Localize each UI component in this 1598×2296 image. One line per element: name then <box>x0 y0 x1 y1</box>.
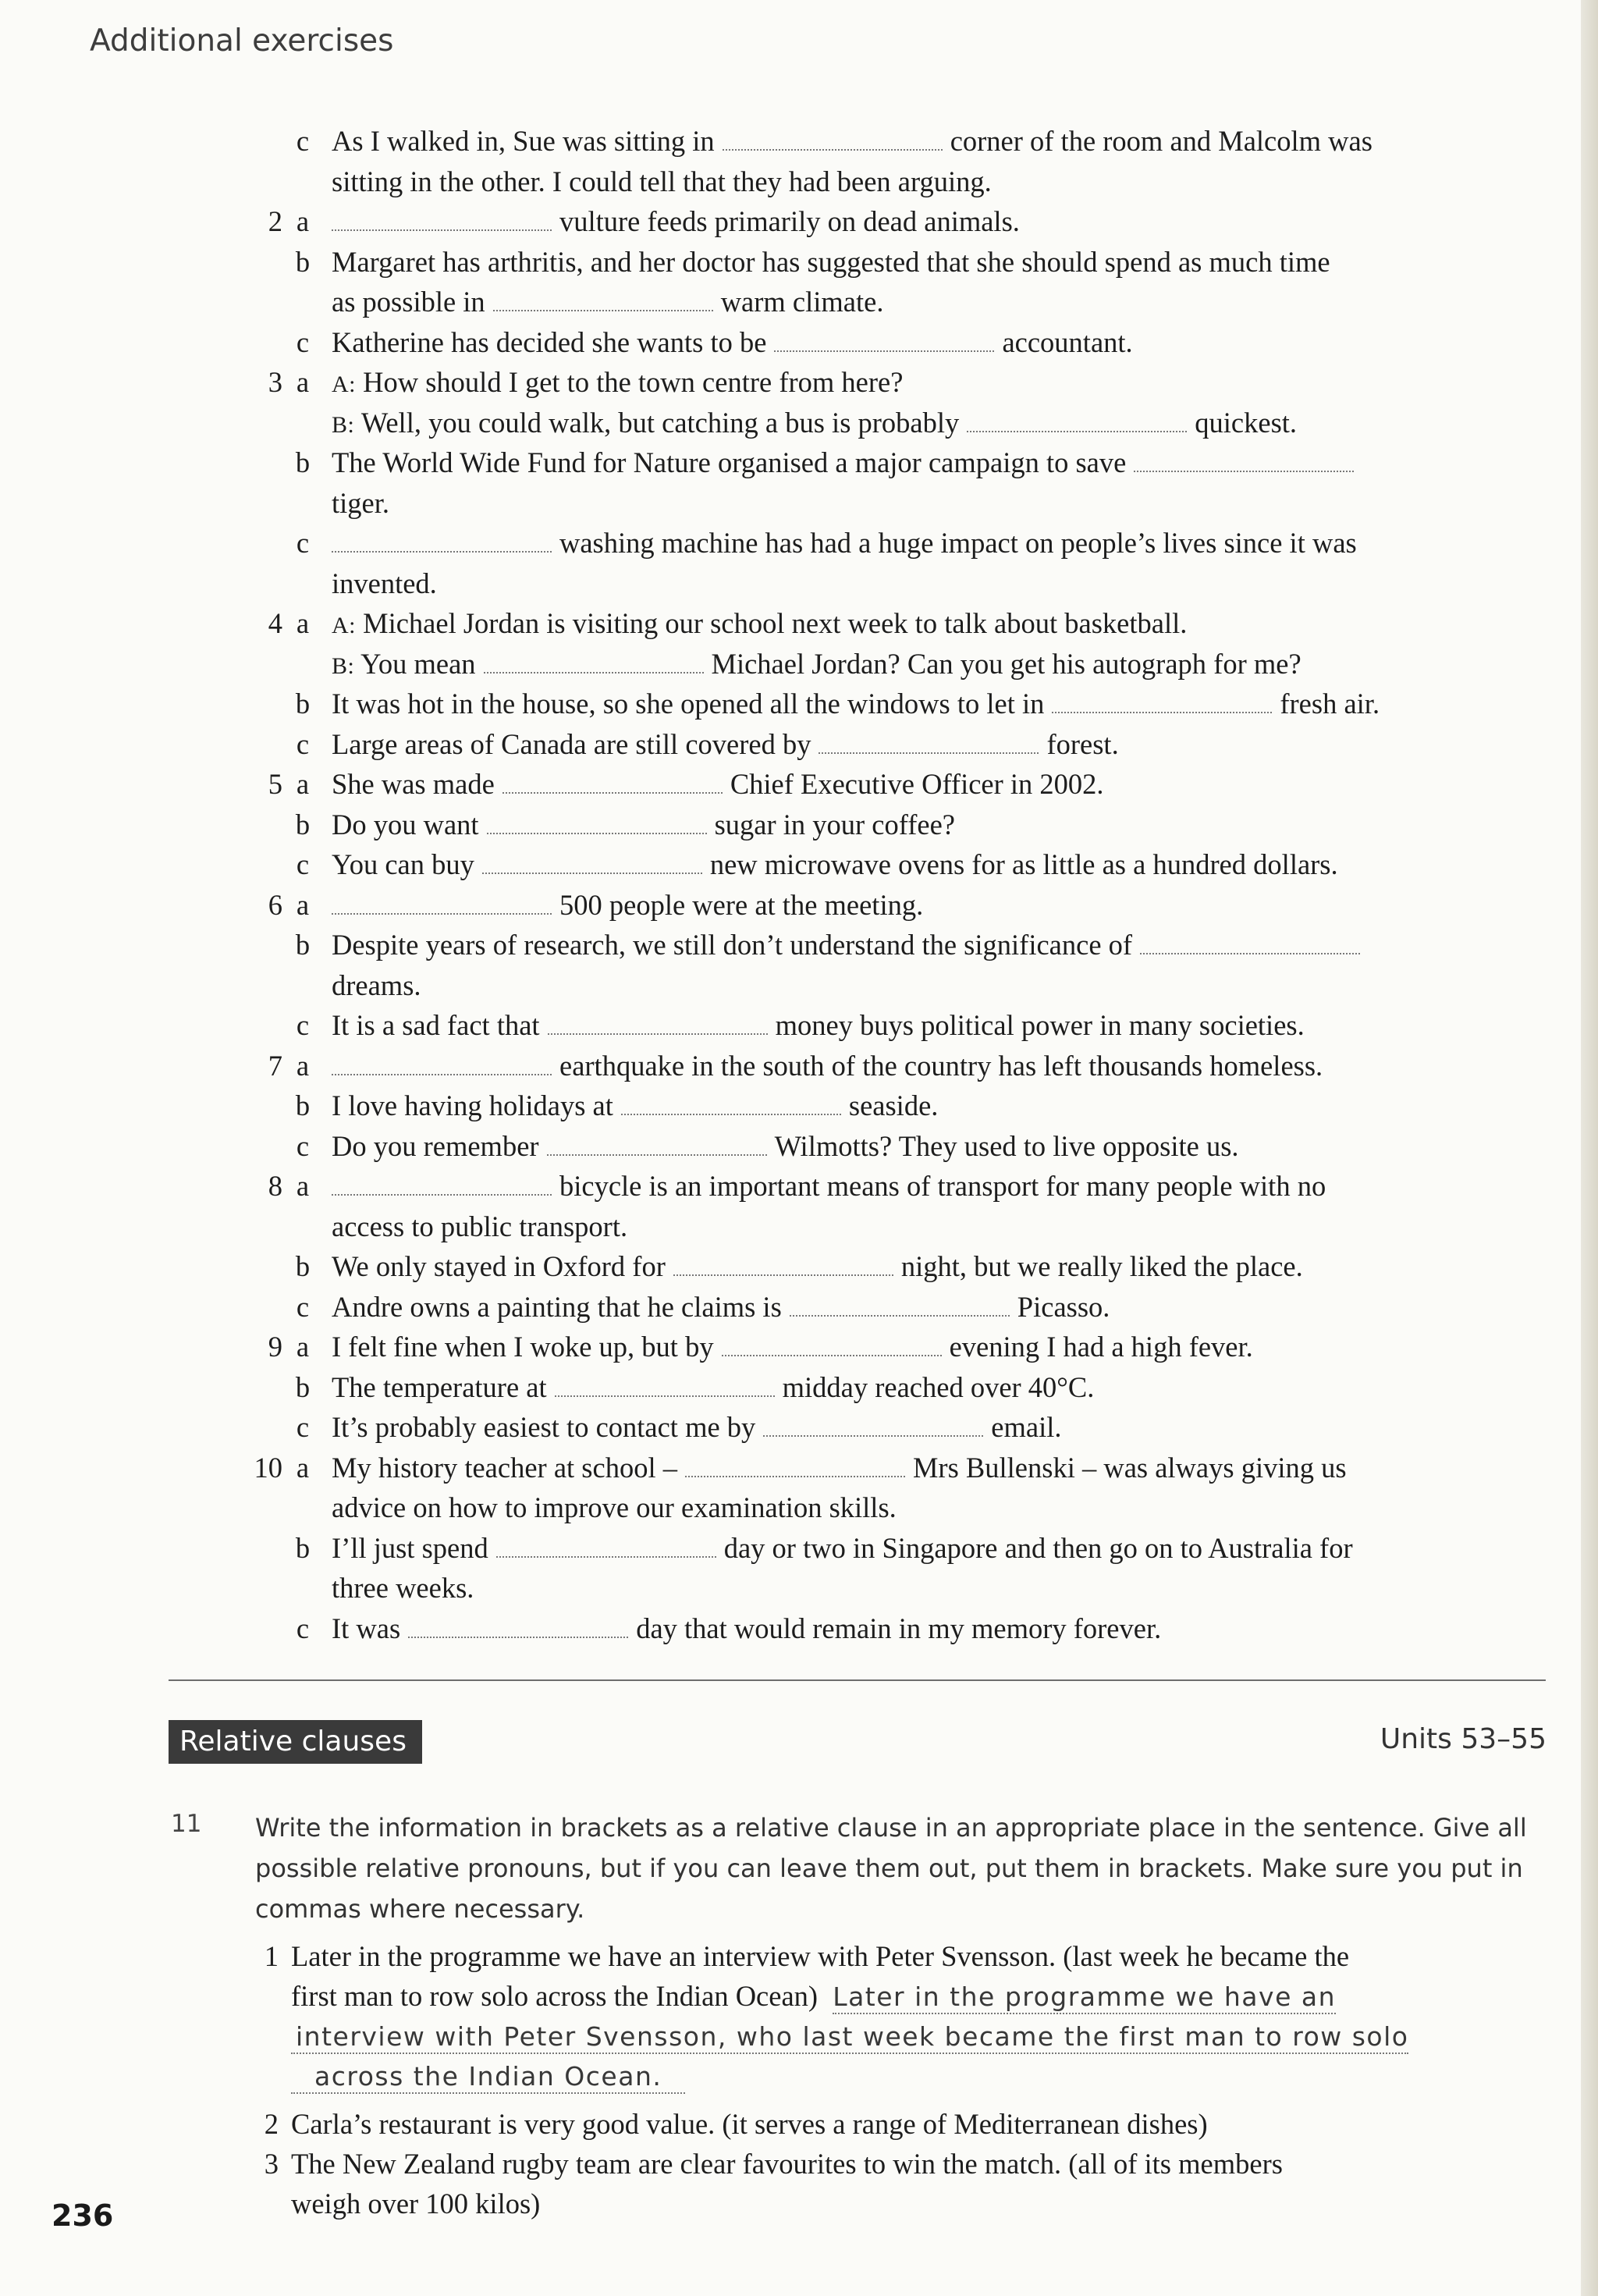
sentence-part: bicycle is an important means of transport for many people with no <box>559 1170 1326 1202</box>
running-head: Additional exercises <box>90 23 394 59</box>
exercise-line <box>0 1126 1561 1167</box>
item-number: 4 <box>268 607 282 639</box>
answer-blank[interactable] <box>1134 460 1354 472</box>
item-text <box>332 1207 627 1247</box>
item-letter: b <box>295 1250 311 1282</box>
speaker-label: B: <box>332 411 355 438</box>
item-text <box>332 1046 1323 1086</box>
sentence-part: Margaret has arthritis, and her doctor has suggested that she should spend as much time <box>332 245 1330 278</box>
item-text <box>332 1448 1347 1488</box>
item-letter: b <box>295 929 311 961</box>
exercise-line <box>0 684 1561 724</box>
speaker-label: B: <box>332 652 355 679</box>
sentence-part: We only stayed in Oxford for <box>332 1250 666 1282</box>
answer-blank[interactable] <box>484 661 704 674</box>
sentence-part: Do you want <box>332 808 479 841</box>
question-3 <box>255 2144 1550 2225</box>
sentence-part: tiger. <box>332 486 389 519</box>
item-letter: b <box>295 1531 311 1564</box>
question-number: 3 <box>264 2148 279 2180</box>
sentence-part: night, but we really liked the place. <box>900 1250 1303 1282</box>
item-text <box>332 603 1187 646</box>
exercise-line <box>0 162 1561 202</box>
sentence-part: washing machine has had a huge impact on people’s lives since it was <box>559 527 1357 559</box>
exercise-line <box>0 1608 1561 1649</box>
question-text: first man to row solo across the Indian Ocean) <box>291 1980 819 2012</box>
sentence-part: evening I had a high fever. <box>949 1331 1253 1363</box>
item-letter: c <box>296 527 310 559</box>
exercise-line <box>0 844 1561 885</box>
exercise-line <box>0 1487 1561 1528</box>
answer-blank[interactable] <box>722 1344 942 1356</box>
sentence-part: access to public transport. <box>332 1210 628 1242</box>
sentence-part: I’ll just spend <box>332 1531 488 1564</box>
answer-blank[interactable] <box>685 1465 905 1477</box>
answer-blank[interactable] <box>332 540 552 553</box>
item-number: 6 <box>268 888 282 921</box>
item-text <box>332 1568 474 1608</box>
question-text: Carla’s restaurant is very good value. (it serves a range of Mediterranean dishes) <box>291 2108 1208 2140</box>
question-text: The New Zealand rugby team are clear favourites to win the match. (all of its members <box>291 2148 1283 2180</box>
exercise-line <box>0 201 1561 242</box>
sentence-part: How should I get to the town centre from here? <box>363 366 904 398</box>
page-number: 236 <box>51 2198 114 2233</box>
item-letter: b <box>295 245 311 278</box>
sentence-part: sugar in your coffee? <box>714 808 955 841</box>
sentence-part: Michael Jordan is visiting our school next week to talk about basketball. <box>363 607 1188 639</box>
sentence-part: The World Wide Fund for Nature organised a major campaign to save <box>332 446 1127 478</box>
sentence-part: midday reached over 40°C. <box>782 1370 1095 1403</box>
item-text <box>332 201 1020 242</box>
item-text <box>332 1005 1305 1046</box>
item-letter: a <box>296 1170 310 1202</box>
exercise-line <box>0 242 1561 283</box>
sentence-part: seaside. <box>848 1089 939 1121</box>
item-text <box>332 1487 897 1528</box>
item-letter: b <box>295 688 311 720</box>
item-letter: a <box>296 1451 310 1484</box>
sentence-part: It is a sad fact that <box>332 1009 540 1041</box>
item-letter: b <box>295 1370 311 1403</box>
exercise-line <box>0 1327 1561 1367</box>
question-1 <box>255 1936 1550 2100</box>
sentence-part: Katherine has decided she wants to be <box>332 325 767 358</box>
answer-blank[interactable] <box>493 299 713 311</box>
item-text <box>332 1246 1303 1287</box>
section-title: Relative clauses <box>169 1720 422 1764</box>
sentence-part: 500 people were at the meeting. <box>559 888 924 921</box>
exercise-line <box>0 322 1561 363</box>
section-divider <box>169 1679 1546 1681</box>
sentence-part: forest. <box>1046 727 1119 760</box>
item-letter: c <box>296 727 310 760</box>
sentence-part: three weeks. <box>332 1572 474 1604</box>
exercise-list <box>0 121 1561 1648</box>
item-text <box>332 442 1362 483</box>
sentence-part: Well, you could walk, but catching a bus is probably <box>360 406 960 439</box>
item-text <box>332 805 955 845</box>
item-letter: c <box>296 1290 310 1323</box>
handwritten-answer: across the Indian Ocean. <box>291 2061 685 2094</box>
answer-blank[interactable] <box>332 1063 552 1075</box>
sentence-part: Wilmotts? They used to live opposite us. <box>774 1129 1239 1162</box>
exercise-line <box>0 805 1561 845</box>
answer-blank[interactable] <box>1052 701 1272 713</box>
sentence-part: accountant. <box>1002 325 1133 358</box>
item-letter: c <box>296 1129 310 1162</box>
answer-blank[interactable] <box>967 420 1187 432</box>
exercise-line <box>0 1448 1561 1488</box>
item-letter: a <box>296 205 310 237</box>
page-edge <box>1581 0 1598 2296</box>
answer-blank[interactable] <box>673 1264 893 1276</box>
question-number: 2 <box>264 2108 279 2140</box>
sentence-part: sitting in the other. I could tell that they had been arguing. <box>332 165 992 197</box>
item-text <box>332 1126 1239 1167</box>
exercise-line <box>0 724 1561 765</box>
answer-blank[interactable] <box>774 339 994 352</box>
sentence-part: You mean <box>360 647 476 680</box>
sentence-part: As I walked in, Sue was sitting in <box>332 125 715 157</box>
exercise-line <box>0 1086 1561 1126</box>
handwritten-answer: interview with Peter Svensson, who last week became the first man to row solo <box>291 2021 1408 2054</box>
item-text <box>332 523 1357 563</box>
answer-blank[interactable] <box>482 862 702 874</box>
item-text <box>332 322 1133 363</box>
sentence-part: Chief Executive Officer in 2002. <box>730 768 1104 800</box>
item-letter: a <box>296 888 310 921</box>
exercise-line <box>0 603 1561 644</box>
exercise-line <box>0 1246 1561 1287</box>
item-number: 3 <box>268 366 282 398</box>
sentence-part: as possible in <box>332 286 485 318</box>
answer-blank[interactable] <box>555 1384 775 1397</box>
answer-blank[interactable] <box>487 822 707 834</box>
exercise-line <box>0 121 1561 162</box>
item-text <box>332 644 1301 687</box>
item-text <box>332 1327 1253 1367</box>
sentence-part: Large areas of Canada are still covered by <box>332 727 811 760</box>
item-letter: b <box>295 808 311 841</box>
item-text <box>332 1166 1326 1207</box>
sentence-part: day that would remain in my memory forever. <box>636 1612 1162 1644</box>
sentence-part: You can buy <box>332 848 474 880</box>
item-letter: a <box>296 366 310 398</box>
item-number: 9 <box>268 1331 282 1363</box>
question-2 <box>255 2104 1550 2145</box>
answer-blank[interactable] <box>790 1304 1010 1317</box>
exercise-line <box>0 563 1561 604</box>
item-number: 2 <box>268 205 282 237</box>
item-letter: b <box>295 1089 311 1121</box>
item-text <box>332 403 1297 446</box>
item-letter: a <box>296 1049 310 1082</box>
answer-blank[interactable] <box>332 1183 552 1196</box>
answer-blank[interactable] <box>547 1143 767 1156</box>
sentence-part: advice on how to improve our examination skills. <box>332 1491 897 1523</box>
exercise-line <box>0 1207 1561 1247</box>
sentence-part: It’s probably easiest to contact me by <box>332 1411 756 1443</box>
sentence-part: corner of the room and Malcolm was <box>950 125 1373 157</box>
item-text <box>332 724 1119 765</box>
sentence-part: Picasso. <box>1017 1290 1110 1323</box>
item-text <box>332 885 923 926</box>
exercise-line <box>0 1005 1561 1046</box>
item-letter: c <box>296 125 310 157</box>
handwritten-answer: Later in the programme we have an <box>833 1981 1336 2014</box>
exercise-line <box>0 403 1561 443</box>
sentence-part: She was made <box>332 768 495 800</box>
item-text <box>332 684 1380 724</box>
exercise-line <box>0 1287 1561 1327</box>
sentence-part: email. <box>991 1411 1062 1443</box>
item-number: 8 <box>268 1170 282 1202</box>
item-text <box>332 1086 938 1126</box>
answer-blank[interactable] <box>621 1103 841 1115</box>
item-text <box>332 242 1330 283</box>
item-text <box>332 162 992 202</box>
exercise-line <box>0 1367 1561 1408</box>
question-text: Later in the programme we have an interview with Peter Svensson. (last week he became the <box>291 1940 1350 1972</box>
sentence-part: Michael Jordan? Can you get his autograph for me? <box>711 647 1301 680</box>
item-text <box>332 925 1368 965</box>
exercise-line <box>0 764 1561 805</box>
item-text <box>332 483 389 524</box>
item-letter: c <box>296 1411 310 1443</box>
answer-blank[interactable] <box>763 1424 983 1437</box>
answer-blank[interactable] <box>332 219 552 231</box>
item-text <box>332 1407 1062 1448</box>
item-letter: c <box>296 1009 310 1041</box>
exercise-line <box>0 965 1561 1006</box>
sentence-part: warm climate. <box>720 286 884 318</box>
item-letter: a <box>296 607 310 639</box>
item-letter: c <box>296 1612 310 1644</box>
sentence-part: new microwave ovens for as little as a hundred dollars. <box>709 848 1338 880</box>
exercise-line <box>0 483 1561 524</box>
item-text <box>332 362 903 405</box>
sentence-part: I love having holidays at <box>332 1089 613 1121</box>
sentence-part: fresh air. <box>1280 688 1380 720</box>
exercise-line <box>0 523 1561 563</box>
answer-blank[interactable] <box>332 902 552 915</box>
answer-blank[interactable] <box>548 1022 768 1035</box>
question-text: weigh over 100 kilos) <box>291 2188 541 2220</box>
item-text <box>332 844 1338 885</box>
answer-blank[interactable] <box>819 741 1039 754</box>
item-number: 10 <box>254 1451 282 1484</box>
exercise-line <box>0 644 1561 684</box>
item-number: 5 <box>268 768 282 800</box>
sentence-part: Andre owns a painting that he claims is <box>332 1290 782 1323</box>
sentence-part: dreams. <box>332 969 421 1001</box>
exercise-line <box>0 1046 1561 1086</box>
speaker-label: A: <box>332 613 356 638</box>
answer-blank[interactable] <box>496 1545 716 1558</box>
question-number: 1 <box>264 1940 279 1972</box>
exercise-line <box>0 1407 1561 1448</box>
item-text <box>332 1528 1353 1569</box>
exercise-line <box>0 282 1561 322</box>
sentence-part: earthquake in the south of the country has left thousands homeless. <box>559 1049 1323 1082</box>
item-text <box>332 965 421 1006</box>
sentence-part: invented. <box>332 567 437 599</box>
sentence-part: It was hot in the house, so she opened all the windows to let in <box>332 688 1045 720</box>
sentence-part: The temperature at <box>332 1370 547 1403</box>
answer-blank[interactable] <box>502 781 723 794</box>
item-text <box>332 1608 1161 1649</box>
units-label: Units 53–55 <box>1380 1723 1547 1755</box>
item-letter: c <box>296 325 310 358</box>
answer-blank[interactable] <box>1140 942 1360 954</box>
sentence-part: Do you remember <box>332 1129 539 1162</box>
sentence-part: quickest. <box>1195 406 1298 439</box>
exercise-number: 11 <box>171 1810 202 1838</box>
exercise-instruction: Write the information in brackets as a relative clause in an appropriate place in the sentence. Give all possible relative pronouns, but if you can leave them out, put them in brackets. Make sure you put in commas where necessary. <box>255 1813 1527 1924</box>
item-text <box>332 121 1373 162</box>
item-number: 7 <box>268 1049 282 1082</box>
sentence-part: I felt fine when I woke up, but by <box>332 1331 714 1363</box>
exercise-line <box>0 1166 1561 1207</box>
exercise-line <box>0 885 1561 926</box>
sentence-part: It was <box>332 1612 401 1644</box>
item-letter: c <box>296 848 310 880</box>
sentence-part: money buys political power in many societies. <box>775 1009 1305 1041</box>
sentence-part: day or two in Singapore and then go on to Australia for <box>723 1531 1353 1564</box>
sentence-part: Mrs Bullenski – was always giving us <box>912 1451 1347 1484</box>
exercise-line <box>0 1528 1561 1569</box>
item-letter: a <box>296 1331 310 1363</box>
exercise-line <box>0 1568 1561 1608</box>
exercise-line <box>0 442 1561 483</box>
answer-blank[interactable] <box>723 138 943 151</box>
exercise-line <box>0 362 1561 403</box>
item-text <box>332 764 1104 805</box>
item-letter: a <box>296 768 310 800</box>
item-text <box>332 563 437 604</box>
speaker-label: A: <box>332 371 356 397</box>
sentence-part: My history teacher at school – <box>332 1451 677 1484</box>
sentence-part: Despite years of research, we still don’t understand the significance of <box>332 929 1133 961</box>
item-letter: b <box>295 446 311 478</box>
sentence-part: vulture feeds primarily on dead animals. <box>559 205 1020 237</box>
answer-blank[interactable] <box>408 1626 628 1638</box>
item-text <box>332 1367 1094 1408</box>
item-text <box>332 1287 1110 1327</box>
item-text <box>332 282 883 322</box>
exercise-line <box>0 925 1561 965</box>
